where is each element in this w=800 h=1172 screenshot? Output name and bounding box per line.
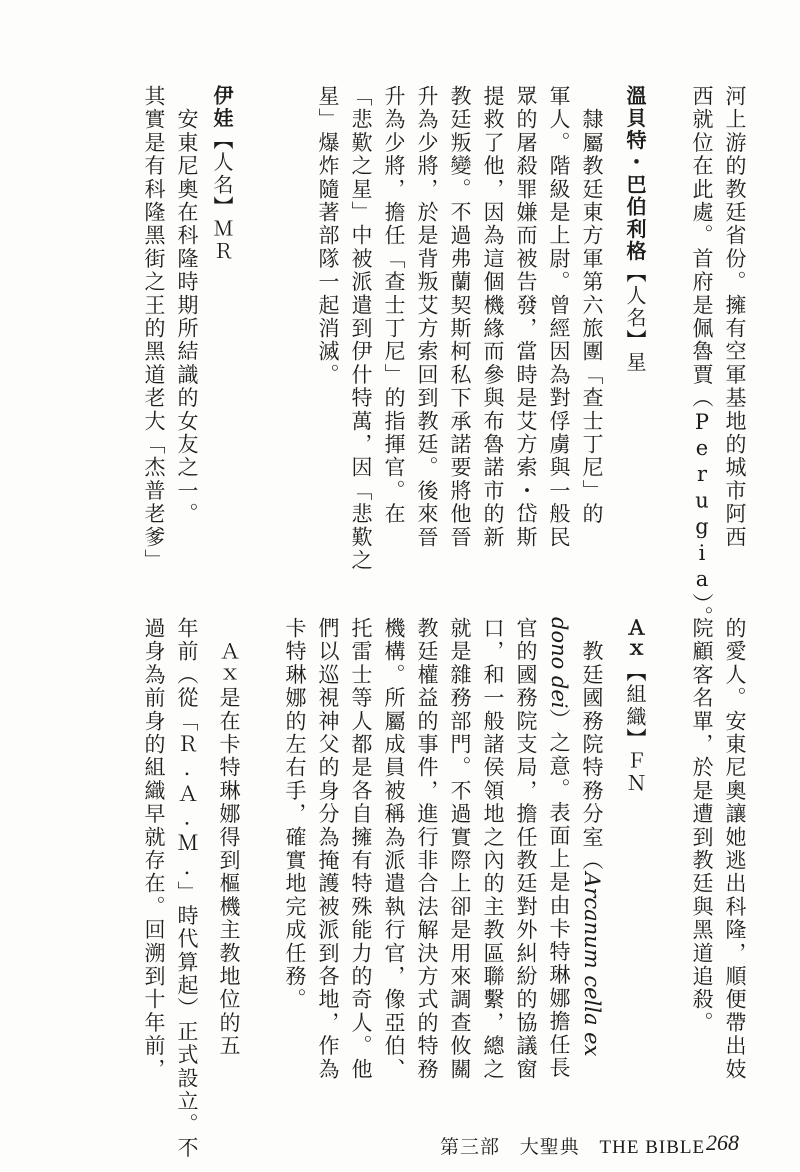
- text-column: [575, 617, 608, 1056]
- text-column: 們以巡視神父的身分為掩護被派到各地，作為: [316, 617, 340, 1081]
- text-column: 教廷叛變。不過弗蘭契斯柯私下承諾要將他晉: [448, 85, 472, 549]
- text-segment: 教廷國務院特務分室（: [580, 617, 604, 873]
- text-column: 托雷士等人都是各自擁有特殊能力的奇人。他: [349, 617, 373, 1081]
- text-column: 的愛人。安東尼奧讓她逃出科隆，順便帶出妓: [723, 617, 747, 1081]
- text-column: 過身為前身的組織早就存在。回溯到十年前，: [142, 617, 166, 1081]
- text-segment: ）之意。表面上是由卡特琳娜擔任長: [547, 708, 571, 1080]
- text-column: 升為少將，於是背叛艾方索回到教廷。後來晉: [415, 85, 439, 549]
- part-label: 第三部: [440, 1137, 501, 1158]
- text-column: 河上游的教廷省份。擁有空軍基地的城市阿西: [723, 85, 747, 549]
- text-column: 安東尼奧在科隆時期所結識的女友之一。: [175, 85, 199, 526]
- text-column: 官的國務院支局，擔任教廷對外糾紛的協議窗: [514, 617, 538, 1081]
- entry-heading: [618, 85, 651, 374]
- text-column: 眾的屠殺罪嫌而被告發，當時是艾方索・岱斯: [514, 85, 538, 549]
- text-column: 「悲歎之星」中被派遣到伊什特萬，因「悲歎之: [349, 85, 373, 573]
- entry-tag: 【人名】ＭＲ: [210, 129, 234, 263]
- text-column: [542, 617, 575, 1080]
- text-column: 西就位在此處。首府是佩魯賈（Perugia）。: [690, 85, 714, 630]
- text-column: 升為少將，擔任「查士丁尼」的指揮官。在: [382, 85, 406, 526]
- entry-tag: 【人名】星: [623, 262, 647, 374]
- text-column: 隸屬教廷東方軍第六旅團「查士丁尼」的: [580, 85, 604, 526]
- page-number: 268: [706, 1130, 739, 1155]
- text-column: Ａｘ是在卡特琳娜得到樞機主教地位的五: [217, 617, 241, 1058]
- text-column: 提救了他，因為這個機緣而參與布魯諾市的新: [481, 85, 505, 549]
- text-column: 軍人。階級是上尉。曾經因為對俘虜與一般民: [547, 85, 571, 549]
- entry-name: Ａｘ: [623, 617, 647, 662]
- latin-text: Arcanum cella ex: [580, 872, 604, 1057]
- book-title: 大聖典: [519, 1137, 580, 1158]
- text-column: 口，和一般諸侯領地之內的主教區聯繫，總之: [481, 617, 505, 1081]
- entry-name: 溫貝特・巴伯利格: [623, 85, 647, 263]
- text-column: 教廷權益的事件，進行非合法解決方式的特務: [415, 617, 439, 1081]
- entry-heading: [205, 85, 238, 263]
- entry-heading: [618, 617, 651, 795]
- text-column: 機構。所屬成員被稱為派遣執行官，像亞伯、: [382, 617, 406, 1081]
- latin-text: dono dei: [547, 617, 571, 709]
- entry-name: 伊娃: [210, 85, 234, 130]
- text-column: 星」爆炸隨著部隊一起消滅。: [316, 85, 340, 387]
- text-column: 就是雜務部門。不過實際上卻是用來調查攸關: [448, 617, 472, 1081]
- running-footer: [440, 1132, 719, 1159]
- book-title-en: THE BIBLE: [599, 1137, 706, 1158]
- text-column: 卡特琳娜的左右手，確實地完成任務。: [283, 617, 307, 1012]
- text-column: 年前（從「Ｒ.Ａ.Ｍ.」時代算起）正式設立。不: [175, 617, 199, 1160]
- text-column: 院顧客名單，於是遭到教廷與黑道追殺。: [690, 617, 714, 1035]
- text-column: 其實是有科隆黑街之王的黑道老大「杰普老爹」: [142, 85, 166, 573]
- entry-tag: 【組織】ＦＮ: [623, 661, 647, 795]
